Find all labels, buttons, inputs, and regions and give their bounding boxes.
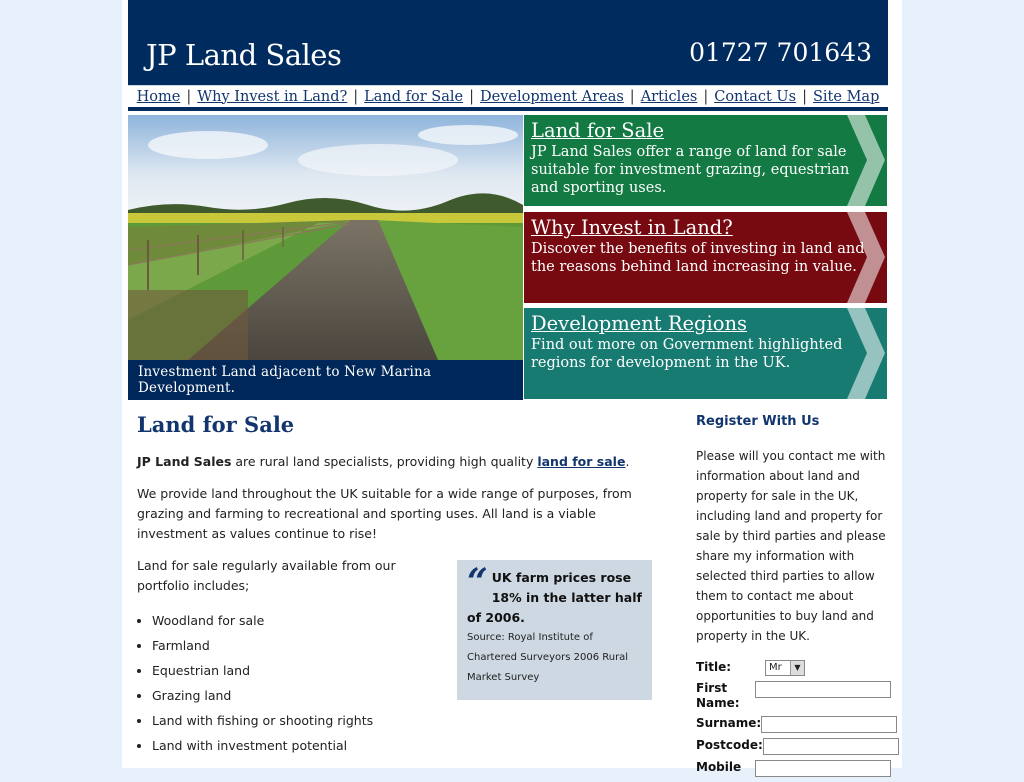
surname-label: Surname: <box>696 716 762 730</box>
quote-mark-icon: “ <box>467 561 488 603</box>
first-name-field[interactable] <box>755 681 891 698</box>
promo-development-regions[interactable] <box>524 308 887 399</box>
surname-field[interactable] <box>761 716 897 733</box>
list-item: • Equestrian land <box>152 658 642 683</box>
nav-separator: | <box>353 88 359 105</box>
list-item: • Land with investment potential <box>152 733 642 758</box>
quote-text: UK farm prices rose 18% in the latter half of 2006. <box>467 570 642 625</box>
page <box>122 0 902 774</box>
nav-land-for-sale[interactable]: Land for Sale <box>364 88 464 105</box>
nav-separator: | <box>629 88 635 105</box>
intro-text: are rural land specialists, providing high quality <box>231 454 538 469</box>
promo-land-for-sale[interactable] <box>524 115 887 206</box>
nav-why-invest[interactable]: Why Invest in Land? <box>197 88 348 105</box>
nav-separator: | <box>802 88 807 105</box>
first-name-row <box>696 681 891 711</box>
promo-text: Find out more on Government highlighted regions for development in the UK. <box>531 337 843 371</box>
surname-row <box>696 716 891 733</box>
nav-separator: | <box>703 88 709 105</box>
nav-separator: | <box>186 88 192 105</box>
postcode-field[interactable] <box>763 738 899 755</box>
promo-title[interactable]: Why Invest in Land? <box>531 216 733 239</box>
main-content <box>137 410 642 758</box>
nav-articles[interactable]: Articles <box>640 88 698 105</box>
hero-caption: Investment Land adjacent to New Marina Development. <box>128 360 523 400</box>
title-row <box>696 660 891 676</box>
promo-text: JP Land Sales offer a range of land for sale suitable for investment grazing, equestrian and sporting uses. <box>531 144 850 196</box>
first-name-label: First Name: <box>696 681 740 710</box>
intro-paragraph <box>137 452 642 472</box>
intro-end: . <box>625 454 630 469</box>
postcode-label: Postcode: <box>696 738 763 752</box>
postcode-row <box>696 738 891 755</box>
list-item: • Grazing land <box>152 683 642 708</box>
mobile-label: Mobile <box>696 760 742 774</box>
promo-why-invest[interactable] <box>524 212 887 303</box>
register-sidebar <box>696 410 891 782</box>
description-paragraph: We provide land throughout the UK suitable for a wide range of purposes, from grazing and farming to recreational and sporting uses. All land is a viable investment as values continue to rise! <box>137 486 632 541</box>
mobile-row <box>696 760 891 777</box>
mobile-field[interactable] <box>755 760 891 777</box>
title-select-value: Mr <box>769 662 782 673</box>
page-heading: Land for Sale <box>137 412 295 437</box>
chevron-down-icon[interactable]: ▼ <box>790 661 804 675</box>
register-heading: Register With Us <box>696 414 820 429</box>
statistic-quote-box <box>457 560 652 700</box>
nav-site-map[interactable]: Site Map <box>812 88 880 105</box>
promo-title[interactable]: Development Regions <box>531 312 748 335</box>
list-item: • Farmland <box>152 633 642 658</box>
site-header <box>128 0 888 85</box>
phone-number: 01727 701643 <box>689 38 872 67</box>
land-for-sale-link[interactable]: land for sale <box>537 454 626 469</box>
site-title[interactable]: JP Land Sales <box>146 38 342 72</box>
list-intro: Land for sale regularly available from our portfolio includes; <box>137 558 396 593</box>
quote-source: Source: Royal Institute of Chartered Surveyors 2006 Rural Market Survey <box>467 632 629 683</box>
list-item: • Land with fishing or shooting rights <box>152 708 642 733</box>
list-item: • Woodland for sale <box>152 608 642 633</box>
promo-title[interactable]: Land for Sale <box>531 119 665 142</box>
company-name: JP Land Sales <box>137 454 232 469</box>
nav-contact-us[interactable]: Contact Us <box>714 88 797 105</box>
title-label: Title: <box>696 660 732 674</box>
nav-development-areas[interactable]: Development Areas <box>479 88 624 105</box>
hero-image <box>128 115 523 400</box>
title-select[interactable] <box>765 660 805 676</box>
register-text: Please will you contact me with information about land and property for sale in the UK, including land and property for sale by third parties and please share my information with selected third parties to allow them to contact me about opportunities to buy land and property in the UK. <box>696 449 886 643</box>
hero-landscape-photo <box>128 115 523 400</box>
main-nav <box>128 85 888 111</box>
nav-separator: | <box>469 88 474 105</box>
nav-home[interactable]: Home <box>136 88 181 105</box>
promo-text: Discover the benefits of investing in land and the reasons behind land increasing in value. <box>531 241 865 275</box>
